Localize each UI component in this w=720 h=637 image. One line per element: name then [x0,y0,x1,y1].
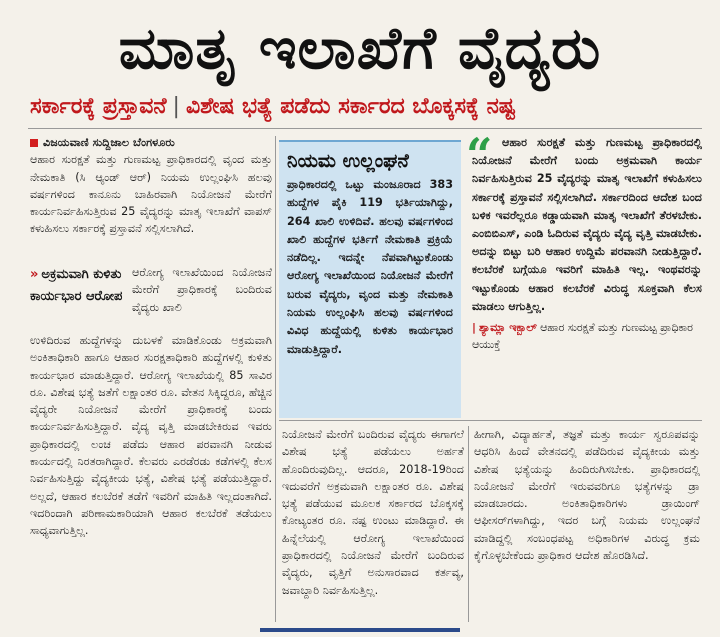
arrow-icon: » [30,267,39,282]
subheadline [30,90,710,124]
side-heading [30,264,128,308]
quote-body: ಆಹಾರ ಸುರಕ್ಷತೆ ಮತ್ತು ಗುಣಮಟ್ಟ ಪ್ರಾಧಿಕಾರದಲ್ಲಿ ನಿಯೋಜನೆ ಮೇರೆಗೆ ಬಂದು ಅಕ್ರಮವಾಗಿ ಕಾರ್ಯ ನಿರ್ವಹಿಸುತ್ತಿರುವ 25 ವೈದ್ಯರನ್ನು ಮಾತೃ ಇಲಾಖೆಗೆ ಕಳುಹಿಸಲು ಸರ್ಕಾರಕ್ಕೆ ಪ್ರಸ್ತಾವನೆ ಸಲ್ಲಿಸಲಾಗಿದೆ. ಸರ್ಕಾರದಿಂದ ಆದೇಶ ಬಂದ ಬಳಿಕ ಇವರೆಲ್ಲರೂ ಕಡ್ಡಾಯವಾಗಿ ಮಾತೃ ಇಲಾಖೆಗೆ ತೆರಳಬೇಕು. ಎಂಬಿಬಿಎಸ್, ಎಂಡಿ ಓದಿರುವ ವೈದ್ಯರು ವೈದ್ಯ ವೃತ್ತಿ ಮಾಡಬೇಕು. ಅದನ್ನು ಬಿಟ್ಟು ಬರಿ ಆಹಾರ ಉದ್ದಿಮೆ ಪರವಾನಗಿ ನೀಡುತ್ತಿದ್ದಾರೆ. ಕಲಬೆರಕೆ ಬಗ್ಗೆಯೂ ಇವರಿಗೆ ಮಾಹಿತಿ ಇಲ್ಲ. ಇಂಥವರನ್ನು ಇಟ್ಟುಕೊಂಡು ಆಹಾರ ಕಲಬೆರಕೆ ವಿರುದ್ಧ ಸೂಕ್ತವಾಗಿ ಕೆಲಸ ಮಾಡಲು ಆಗುತ್ತಿಲ್ಲ. [472,136,702,313]
pull-quote [462,134,712,414]
subhead-part-1: ಸರ್ಕಾರಕ್ಕೆ ಪ್ರಸ್ತಾವನೆ [30,94,167,119]
column-divider-2 [468,426,469,622]
column-2-paragraph: ನಿಯೋಜನೆ ಮೇರೆಗೆ ಬಂದಿರುವ ವೈದ್ಯರು ಈಗಾಗಲೆ ವಿಶೇಷ ಭತ್ಯೆ ಪಡೆಯಲು ಅರ್ಹತೆ ಹೊಂದಿರುವುದಿಲ್ಲ. ಆದರೂ, 2018-19ರಿಂದ ಇದುವರೆಗೆ ಅಕ್ರಮವಾಗಿ ಲಕ್ಷಾಂತರ ರೂ. ವಿಶೇಷ ಭತ್ಯೆ ಪಡೆಯುವ ಮೂಲಕ ಸರ್ಕಾರದ ಬೊಕ್ಕಸಕ್ಕೆ ಕೋಟ್ಯಂತರ ರೂ. ನಷ್ಟ ಉಂಟು ಮಾಡಿದ್ದಾರೆ. ಈ ಹಿನ್ನೆಲೆಯಲ್ಲಿ ಆರೋಗ್ಯ ಇಲಾಖೆಯಿಂದ ಪ್ರಾಧಿಕಾರದಲ್ಲಿ ನಿಯೋಜನೆ ಮೇರೆಗೆ ಬಂದಿರುವ ವೈದ್ಯರು, ವೃತ್ತಿಗೆ ಅನುಸಾರವಾದ ಕರ್ತವ್ಯ, ಜವಾಬ್ದಾರಿ ನಿರ್ವಹಿಸುತ್ತಿಲ್ಲ. [282,428,464,597]
quote-mark-icon: “ [466,134,493,182]
body-paragraph: ಉಳಿದಿರುವ ಹುದ್ದೆಗಳನ್ನು ದುಬಳಕೆ ಮಾಡಿಕೊಂಡು ಅಕ್ರಮವಾಗಿ ಅಂಕಿತಾಧಿಕಾರಿ ಹಾಗೂ ಆಹಾರ ಸುರಕ್ಷತಾಧಿಕಾರಿ ಹುದ್ದೆಗಳಲ್ಲಿ ಕುಳಿತು ಕಾರ್ಯಭಾರ ಮಾಡುತ್ತಿದ್ದಾರೆ. ಆರೋಗ್ಯ ಇಲಾಖೆಯಲ್ಲಿ 85 ಸಾವಿರ ರೂ. ವಿಶೇಷ ಭತ್ಯೆ ಜತೆಗೆ ಲಕ್ಷಾಂತರ ರೂ. ವೇತನ ಸಿಕ್ಕಿದ್ದರೂ, ಹೆಚ್ಚಿನ ವೈದ್ಯರೇ ನಿಯೋಜನೆ ಮೇರೆಗೆ ಪ್ರಾಧಿಕಾರಕ್ಕೆ ಬಂದು ಕಾರ್ಯನಿರ್ವಹಿಸುತ್ತಿದ್ದಾರೆ. ವೈದ್ಯ ವೃತ್ತಿ ಮಾಡಬೇಕಿರುವ ಇವರು ಪ್ರಾಧಿಕಾರದಲ್ಲಿ ಲಂಚ ಪಡೆದು ಆಹಾರ ಪರವಾನಗಿ ನೀಡುವ ಕಾರ್ಯದಲ್ಲಿ ನಿರತರಾಗಿದ್ದಾರೆ. ಕೆಲವರು ಎರಡೆರಡು ಕಡೆಗಳಲ್ಲಿ ಕೆಲಸ ನಿರ್ವಹಿಸುತ್ತಿದ್ದು ವೈದ್ಯಕೀಯ ಭತ್ಯೆ, ವಿಶೇಷ ಭತ್ಯೆ ಪಡೆಯುತ್ತಿದ್ದಾರೆ. ಅಲ್ಲದೆ, ಆಹಾರ ಕಲಬೆರಕೆ ತಡೆಗೆ ಇವರಿಗೆ ಮಾಹಿತಿ ಇಲ್ಲದಂತಾಗಿದೆ. ಇದರಿಂದಾಗಿ ಪರಿಣಾಮಕಾರಿಯಾಗಿ ಆಹಾರ ಕಲಬೆರಕೆ ತಡೆಯಲು ಸಾಧ್ಯವಾಗುತ್ತಿಲ್ಲ. [30,334,272,538]
column-2-lower [282,426,464,620]
intro-paragraph: ಆಹಾರ ಸುರಕ್ಷತೆ ಮತ್ತು ಗುಣಮಟ್ಟ ಪ್ರಾಧಿಕಾರದಲ್ಲಿ ವೃಂದ ಮತ್ತು ನೇಮಕಾತಿ (ಸಿ ಆ್ಯಂಡ್ ಆರ್) ನಿಯಮ ಉಲ್ಲಂಘಿಸಿ ಹಲವು ವರ್ಷಗಳಿಂದ ಕಾನೂನು ಬಾಹಿರವಾಗಿ ನಿಯೋಜನೆ ಮೇರೆಗೆ ಕಾರ್ಯನಿರ್ವಹಿಸುತ್ತಿರುವ 25 ವೈದ್ಯರನ್ನು ಮಾತೃ ಇಲಾಖೆಗೆ ವಾಪಸ್ ಕಳುಹಿಸಲು ಸರ್ಕಾರಕ್ಕೆ ಪ್ರಸ್ತಾವನೆ ಸಲ್ಲಿಸಲಾಗಿದೆ. [30,153,272,236]
column-1-intro [30,134,272,262]
rule-violation-box [279,140,461,418]
column-1-wrap-text [132,264,272,332]
subhead-part-2: ವಿಶೇಷ ಭತ್ಯೆ ಪಡೆದು ಸರ್ಕಾರದ ಬೊಕ್ಕಸಕ್ಕೆ ನಷ್ಟ [185,94,516,119]
attribution-bar: | [472,321,476,335]
column-3-lower [474,426,700,620]
column-3-paragraph: ಹೀಗಾಗಿ, ವಿದ್ಯಾರ್ಹತೆ, ತಜ್ಞತೆ ಮತ್ತು ಕಾರ್ಯ ಸ್ವರೂಪವನ್ನು ಆಧರಿಸಿ ಹಿಂದೆ ವೇತನದಲ್ಲಿ ಪಡೆದಿರುವ ವೈದ್ಯಕೀಯ ಮತ್ತು ವಿಶೇಷ ಭತ್ಯೆಯನ್ನು ಹಿಂದಿರುಗಿಸಬೇಕು. ಪ್ರಾಧಿಕಾರದಲ್ಲಿ ನಿಯೋಜನೆ ಮೇರೆಗೆ ಇರುವವರಿಗೂ ಭತ್ಯೆಗಳನ್ನು ಡ್ರಾ ಮಾಡಬಾರದು. ಅಂಕಿತಾಧಿಕಾರಿಗಳು ಡ್ರಾಯಿಂಗ್ ಆಫೀಸರ್‌ಗಳಾಗಿದ್ದು, ಇದರ ಬಗ್ಗೆ ನಿಯಮ ಉಲ್ಲಂಘನೆ ಮಾಡಿದ್ದಲ್ಲಿ ಸಂಬಂಧಪಟ್ಟ ಅಧಿಕಾರಿಗಳ ವಿರುದ್ಧ ಕ್ರಮ ಕೈಗೊಳ್ಳಬೇಕೆಂದು ಪ್ರಾಧಿಕಾರ ಆದೇಶ ಹೊರಡಿಸಿದೆ. [474,428,700,563]
box-body: ಪ್ರಾಧಿಕಾರದಲ್ಲಿ ಒಟ್ಟು ಮಂಜೂರಾದ 383 ಹುದ್ದೆಗಳ ಪೈಕಿ 119 ಭರ್ತಿಯಾಗಿದ್ದು, 264 ಖಾಲಿ ಉಳಿದಿವೆ. ಹಲವು ವರ್ಷಗಳಿಂದ ಖಾಲಿ ಹುದ್ದೆಗಳ ಭರ್ತಿಗೆ ನೇಮಕಾತಿ ಪ್ರಕ್ರಿಯೆ ನಡೆದಿಲ್ಲ. ಇದನ್ನೇ ನೆಪವಾಗಿಟ್ಟುಕೊಂಡು ಆರೋಗ್ಯ ಇಲಾಖೆಯಿಂದ ನಿಯೋಜನೆ ಮೇರೆಗೆ ಬರುವ ವೈದ್ಯರು, ವೃಂದ ಮತ್ತು ನೇಮಕಾತಿ ನಿಯಮ ಉಲ್ಲಂಘಿಸಿ ಹಲವು ವರ್ಷಗಳಿಂದ ವಿವಿಧ ಹುದ್ದೆಯಲ್ಲಿ ಕುಳಿತು ಕಾರ್ಯಭಾರ ಮಾಡುತ್ತಿದ್ದಾರೆ. [287,178,453,356]
column-divider-1 [275,136,276,622]
byline-marker [30,139,38,147]
quote-attribution [472,319,702,353]
box-title: ನಿಯಮ ಉಲ್ಲಂಘನೆ [287,150,409,172]
side-heading-text: ಅಕ್ರಮವಾಗಿ ಕುಳಿತು ಕಾರ್ಯಭಾರ ಆರೋಪ [30,267,123,304]
byline [30,134,272,151]
bottom-color-strip [260,628,460,632]
subhead-divider: | [172,94,180,119]
byline-text: ವಿಜಯವಾಣಿ ಸುದ್ದಿಜಾಲ ಬೆಂಗಳೂರು [43,136,175,149]
header-rule [28,128,702,129]
column-1-body [30,332,272,618]
mid-rule [279,420,702,421]
headline: ಮಾತೃ ಇಲಾಖೆಗೆ ವೈದ್ಯರು [118,14,602,82]
quote-author: ಶ್ಯಾಮ್ಲಾ ಇಕ್ಬಾಲ್ [478,321,537,335]
wrap-paragraph: ಆರೋಗ್ಯ ಇಲಾಖೆಯಿಂದ ನಿಯೋಜನೆ ಮೇರೆಗೆ ಪ್ರಾಧಿಕಾರಕ್ಕೆ ಬಂದಿರುವ ವೈದ್ಯರು ಖಾಲಿ [132,266,272,314]
quote-author-role: ಆಹಾರ ಸುರಕ್ಷತೆ ಮತ್ತು ಗುಣಮಟ್ಟ ಪ್ರಾಧಿಕಾರ ಆಯುಕ್ತೆ [472,321,693,352]
